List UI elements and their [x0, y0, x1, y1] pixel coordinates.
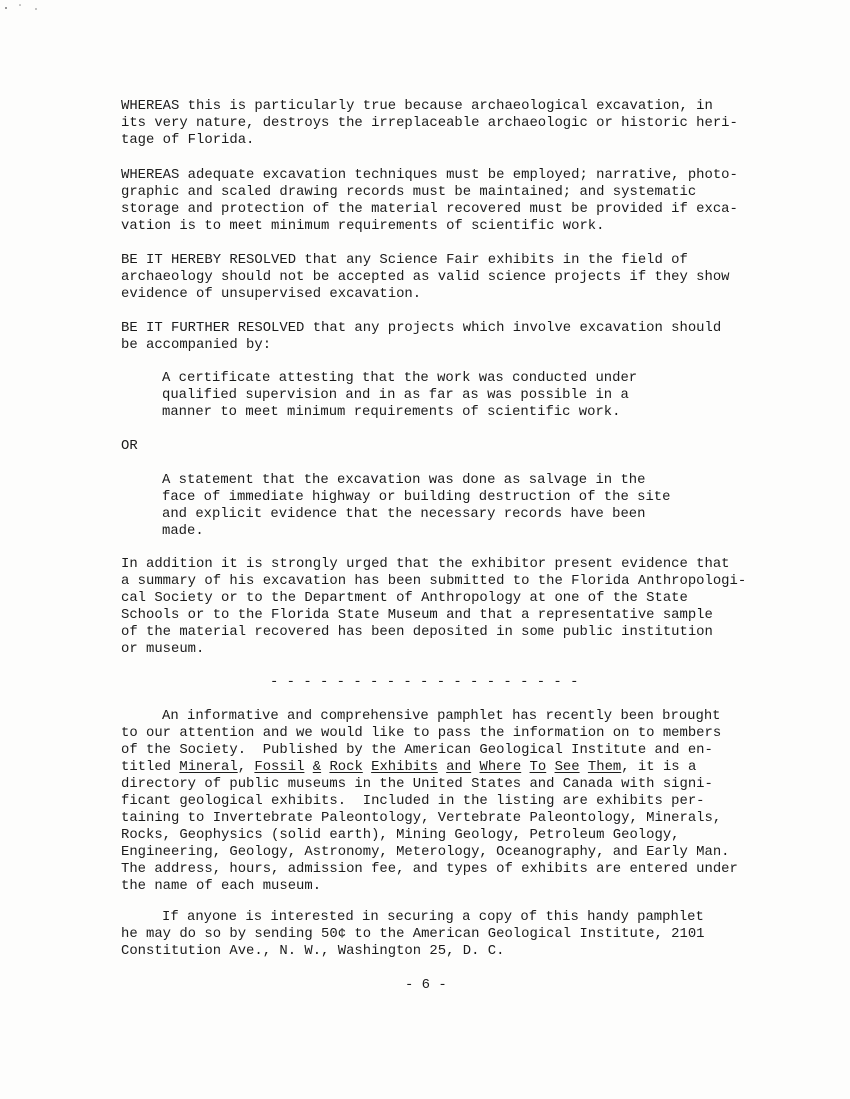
- pamphlet-paragraph-line-6: ficant geological exhibits. Included in the listing are exhibits per-: [121, 793, 705, 809]
- pamphlet-title-word: Rock: [329, 759, 363, 775]
- paragraph-resolved-1-line-1: BE IT HEREBY RESOLVED that any Science Fair exhibits in the field of: [121, 252, 688, 268]
- ordering-paragraph-line-3: Constitution Ave., N. W., Washington 25, D. C.: [121, 943, 505, 959]
- paragraph-addition-line-1: In addition it is strongly urged that the exhibitor present evidence that: [121, 556, 730, 572]
- pamphlet-title-word: See: [554, 759, 580, 775]
- paragraph-addition-line-6: or museum.: [121, 641, 205, 657]
- paragraph-resolved-2-line-2: be accompanied by:: [121, 337, 272, 353]
- pamphlet-paragraph-line-3: of the Society. Published by the American Geological Institute and en-: [121, 742, 713, 758]
- pamphlet-title-suffix: , it is a: [621, 759, 697, 775]
- statement-clause-line-1: A statement that the excavation was done as salvage in the: [162, 472, 646, 488]
- paragraph-resolved-2-line-1: BE IT FURTHER RESOLVED that any projects which involve excavation should: [121, 320, 722, 336]
- paragraph-whereas-1-line-3: tage of Florida.: [121, 132, 255, 148]
- scan-specks: [0, 0, 80, 20]
- or-separator: OR: [121, 438, 138, 454]
- page-number: - 6 -: [405, 977, 447, 993]
- pamphlet-paragraph-line-1: An informative and comprehensive pamphlet has recently been brought: [162, 708, 721, 724]
- paragraph-whereas-2-line-4: vation is to meet minimum requirements of scientific work.: [121, 218, 605, 234]
- pamphlet-title-word: Exhibits: [371, 759, 438, 775]
- pamphlet-paragraph-line-5: directory of public museums in the United States and Canada with signi-: [121, 776, 713, 792]
- paragraph-resolved-1-line-2: archaeology should not be accepted as valid science projects if they show: [121, 269, 730, 285]
- pamphlet-title-word: &: [312, 759, 322, 775]
- paragraph-whereas-2-line-3: storage and protection of the material recovered must be provided if exca-: [121, 201, 738, 217]
- pamphlet-paragraph-line-2: to our attention and we would like to pass the information on to members: [121, 725, 722, 741]
- pamphlet-title-word: To: [529, 759, 547, 775]
- paragraph-addition-line-3: cal Society or to the Department of Anthropology at one of the State: [121, 590, 688, 606]
- certificate-clause-line-3: manner to meet minimum requirements of scientific work.: [162, 404, 621, 420]
- statement-clause-line-3: and explicit evidence that the necessary records have been: [162, 506, 646, 522]
- pamphlet-paragraph-line-11: the name of each museum.: [121, 878, 322, 894]
- certificate-clause-line-2: qualified supervision and in as far as was possible in a: [162, 387, 629, 403]
- certificate-clause-line-1: A certificate attesting that the work was conducted under: [162, 370, 638, 386]
- paragraph-addition-line-2: a summary of his excavation has been submitted to the Florida Anthropologi-: [121, 573, 747, 589]
- pamphlet-paragraph-line-4: titled Mineral, Fossil & Rock Exhibits and Where To See Them, it is a: [121, 759, 697, 775]
- pamphlet-paragraph-line-8: Rocks, Geophysics (solid earth), Mining Geology, Petroleum Geology,: [121, 827, 680, 843]
- paragraph-addition-line-5: of the material recovered has been deposited in some public institution: [121, 624, 713, 640]
- pamphlet-title-word: Them: [587, 759, 622, 775]
- pamphlet-paragraph-line-7: taining to Invertebrate Paleontology, Vertebrate Paleontology, Minerals,: [121, 810, 722, 826]
- paragraph-whereas-1-line-1: WHEREAS this is particularly true because archaeological excavation, in: [121, 98, 713, 114]
- paragraph-whereas-2-line-1: WHEREAS adequate excavation techniques must be employed; narrative, photo-: [121, 167, 738, 183]
- section-divider: - - - - - - - - - - - - - - - - - - -: [270, 674, 579, 690]
- pamphlet-title-prefix: titled: [121, 759, 180, 775]
- paragraph-whereas-1-line-2: its very nature, destroys the irreplaceable archaeologic or historic heri-: [121, 115, 738, 131]
- pamphlet-title-word: Mineral: [179, 759, 238, 775]
- paragraph-addition-line-4: Schools or to the Florida State Museum and that a representative sample: [121, 607, 713, 623]
- pamphlet-paragraph-line-9: Engineering, Geology, Astronomy, Meterology, Oceanography, and Early Man.: [121, 844, 730, 860]
- pamphlet-title-word: Fossil: [254, 759, 305, 775]
- pamphlet-title-word: and: [446, 759, 472, 775]
- ordering-paragraph-line-1: If anyone is interested in securing a copy of this handy pamphlet: [162, 909, 704, 925]
- paragraph-whereas-2-line-2: graphic and scaled drawing records must be maintained; and systematic: [121, 184, 697, 200]
- pamphlet-title-word: Where: [479, 759, 522, 775]
- pamphlet-paragraph-line-10: The address, hours, admission fee, and types of exhibits are entered under: [121, 861, 738, 877]
- statement-clause-line-2: face of immediate highway or building destruction of the site: [162, 489, 671, 505]
- statement-clause-line-4: made.: [162, 523, 204, 539]
- paragraph-resolved-1-line-3: evidence of unsupervised excavation.: [121, 286, 422, 302]
- ordering-paragraph-line-2: he may do so by sending 50¢ to the American Geological Institute, 2101: [121, 926, 705, 942]
